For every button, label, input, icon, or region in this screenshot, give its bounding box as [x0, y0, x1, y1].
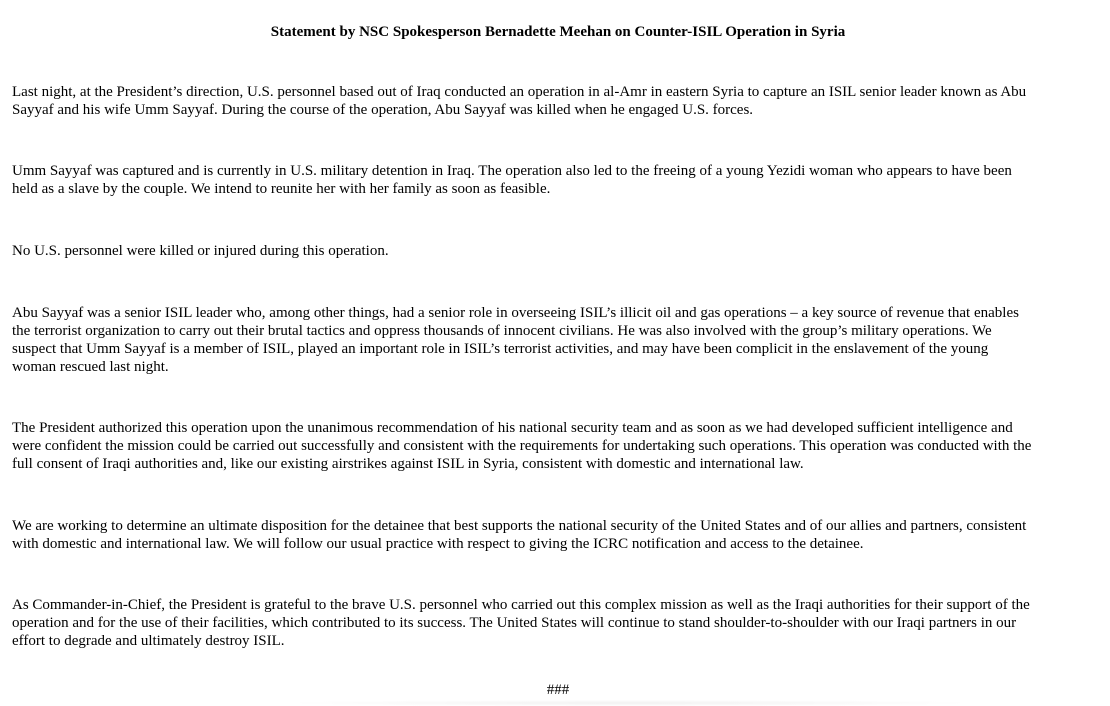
statement-title: Statement by NSC Spokesperson Bernadette Meehan on Counter-ISIL Operation in Syria [270, 24, 846, 40]
paragraph-abu-sayyaf-role: Abu Sayyaf was a senior ISIL leader who, among other things, had a senior role in overseeing ISIL’s illicit oil and gas operations – a key source of revenue that enables the terrorist organization to carry out their brutal tactics and oppress thousands of innocent civilians. He was also involved with the group’s military operations. We suspect that Umm Sayyaf is a member of ISIL, played an important role in ISIL’s terrorist activities, and may have been complicit in the enslavement of the young woman rescued last night. [12, 305, 1019, 375]
paragraph-authorization: The President authorized this operation upon the unanimous recommendation of his national security team and as soon as we had developed sufficient intelligence and were confident the mission could be carried out successfully and consistent with the requirements for undertaking such operations. This operation was conducted with the full consent of Iraqi authorities and, like our existing airstrikes against ISIL in Syria, consistent with domestic and international law. [12, 420, 1032, 472]
paragraph-operation-summary: Last night, at the President’s direction, U.S. personnel based out of Iraq conducted an operation in al-Amr in eastern Syria to capture an ISIL senior leader known as Abu Sayyaf and his wife Umm Sayyaf. During the course of the operation, Abu Sayyaf was killed when he engaged U.S. forces. [12, 84, 1027, 118]
paragraph-gratitude: As Commander-in-Chief, the President is grateful to the brave U.S. personnel who carried out this complex mission as well as the Iraqi authorities for their support of the operation and for the use of their facilities, which contributed to its success. The United States will continue to stand shoulder-to-shoulder with our Iraqi partners in our effort to degrade and ultimately destroy ISIL. [12, 597, 1030, 649]
paragraph-no-casualties: No U.S. personnel were killed or injured during this operation. [12, 243, 389, 259]
page-edge-shadow [300, 700, 960, 706]
paragraph-capture-details: Umm Sayyaf was captured and is currently in U.S. military detention in Iraq. The operation also led to the freeing of a young Yezidi woman who appears to have been held as a slave by the couple. We intend to reunite her with her family as soon as feasible. [12, 163, 1012, 197]
paragraph-detainee-disposition: We are working to determine an ultimate disposition for the detainee that best supports the national security of the United States and of our allies and partners, consistent with domestic and international law. We will follow our usual practice with respect to giving the ICRC notification and access to the detainee. [12, 518, 1027, 552]
end-of-statement-mark: ### [546, 682, 570, 698]
